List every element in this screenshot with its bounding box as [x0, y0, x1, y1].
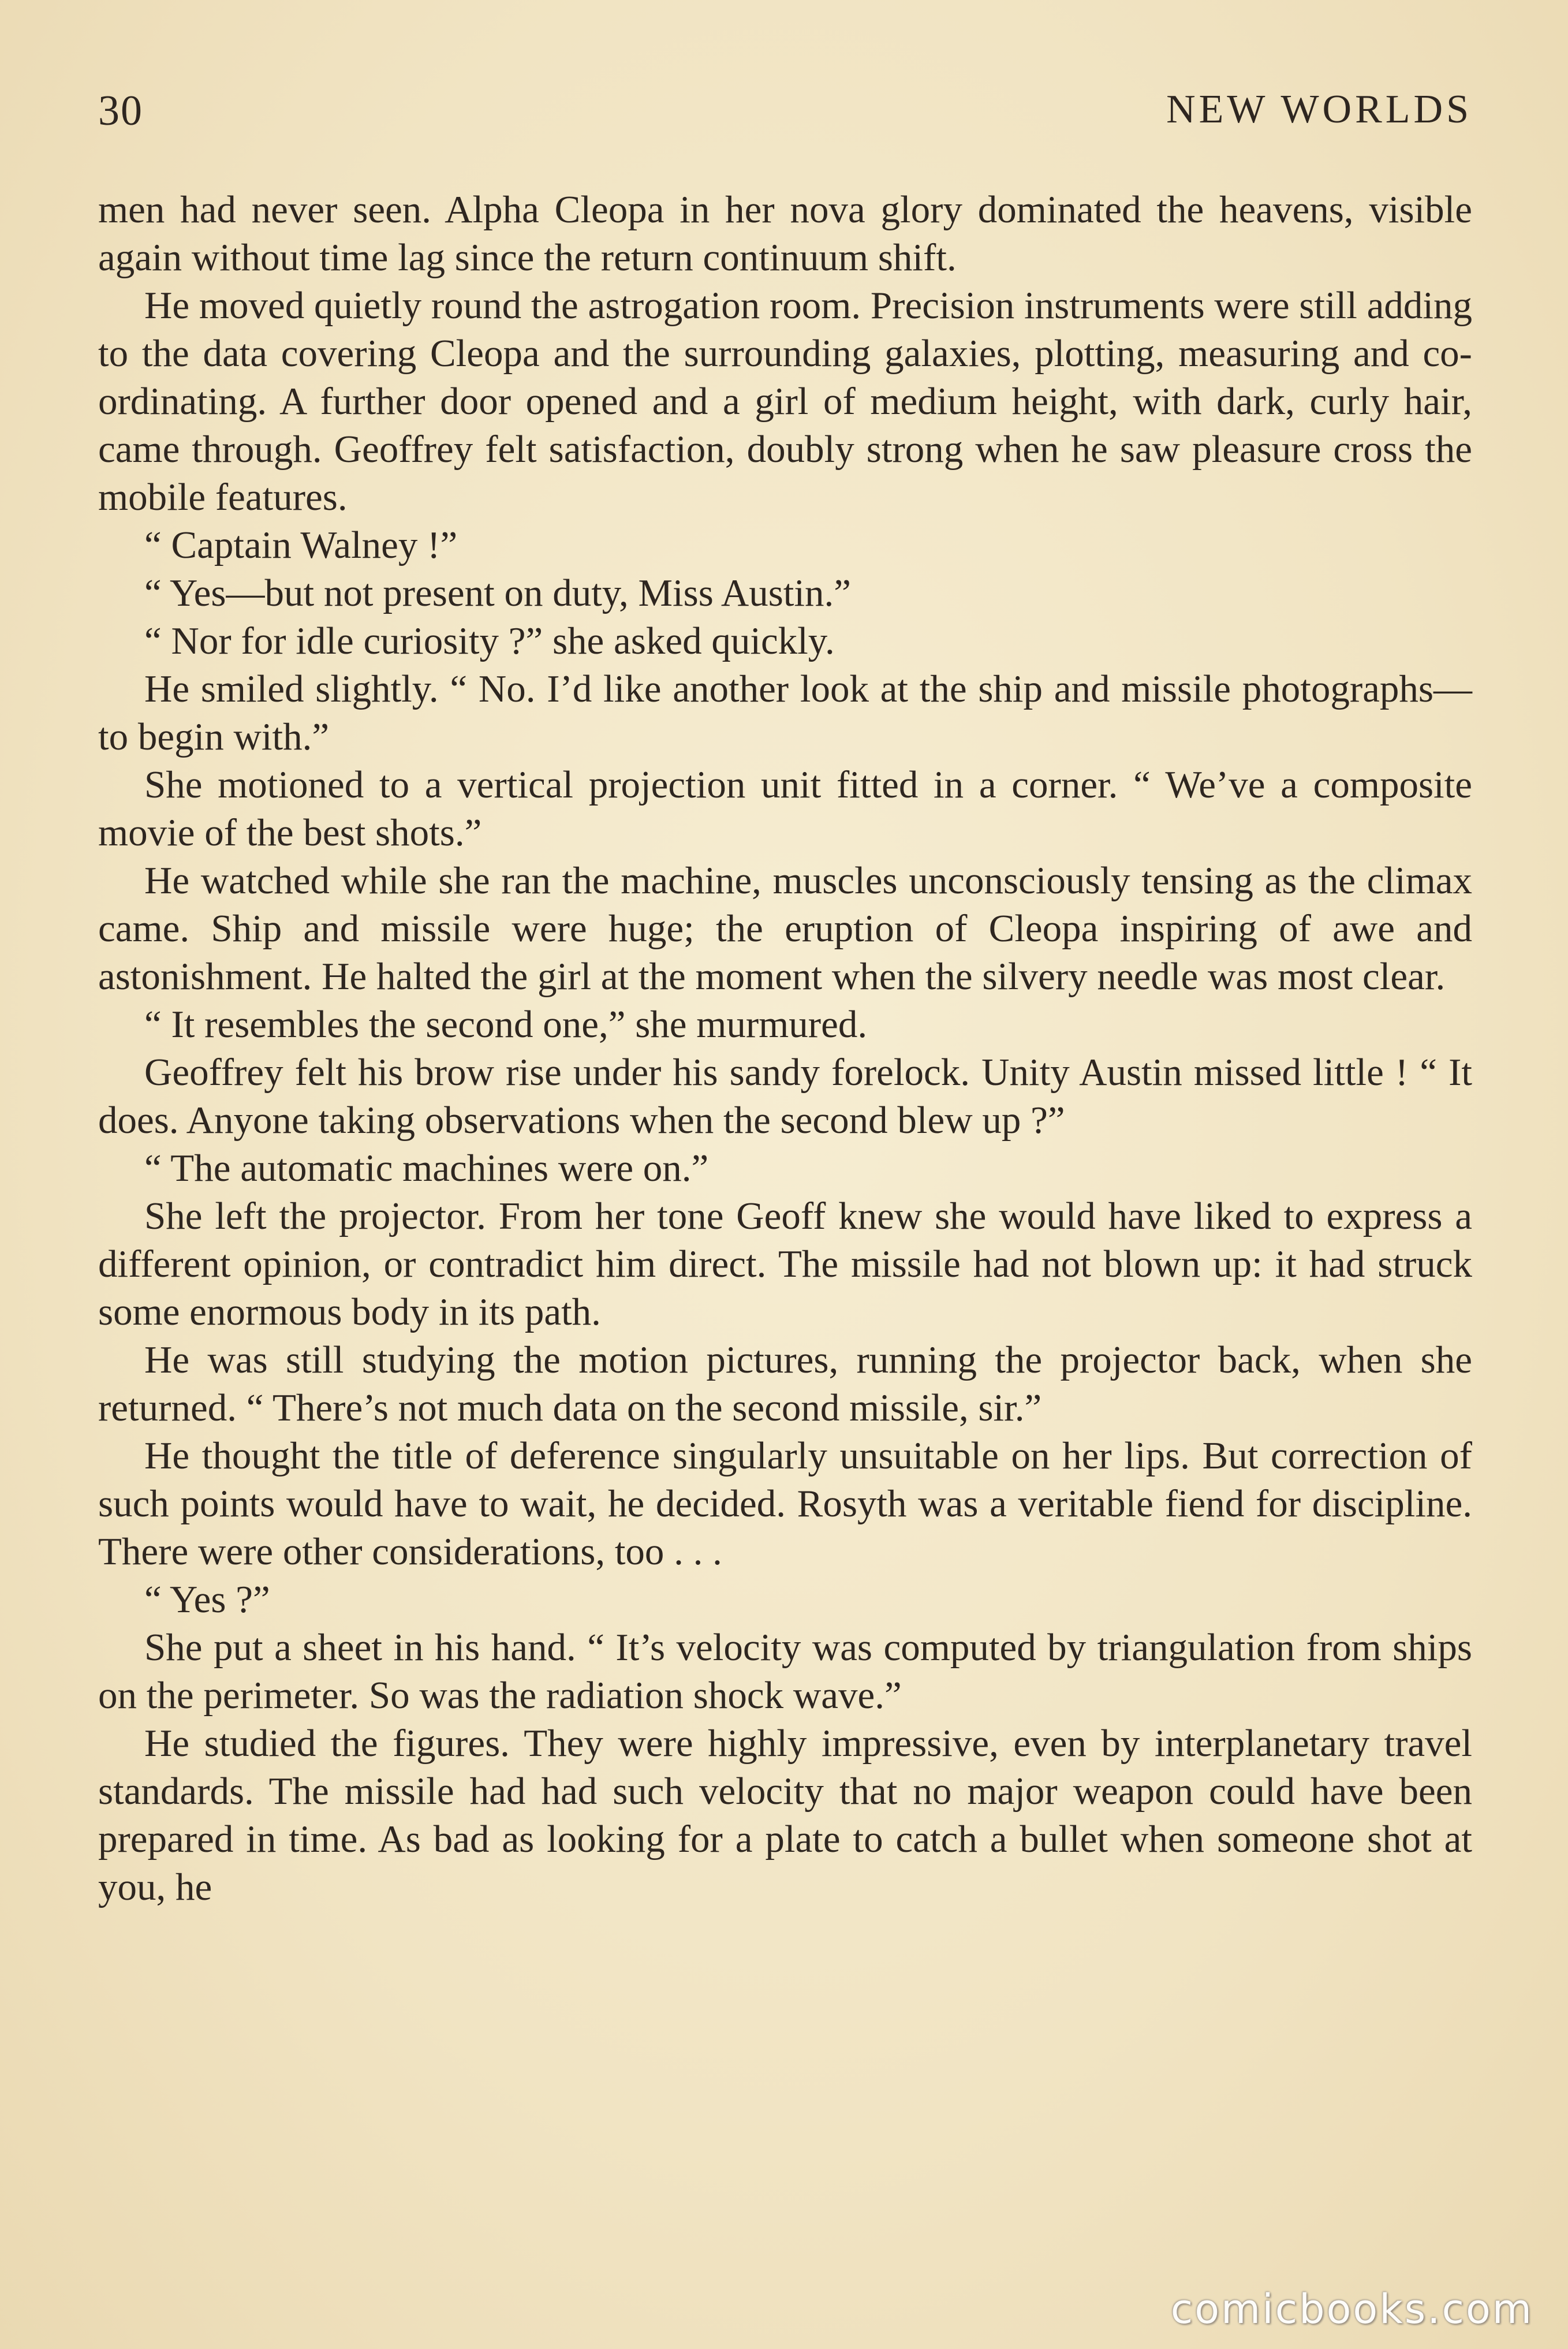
paragraph: She put a sheet in his hand. “ It’s velocity was computed by triangulation from ships on the perimeter. So was the radiation shock wave.” — [98, 1626, 1472, 1717]
paragraph: He moved quietly round the astrogation room. Precision instruments were still adding to the data covering Cleopa and the surrounding galaxies, plotting, measuring and co-ordinating. A further door opened and a girl of medium height, with dark, curly hair, came through. Geoffrey felt satisfaction, doubly strong when he saw pleasure cross the mobile features. — [98, 284, 1472, 519]
dialogue-paragraph: “ Yes ?” — [144, 1578, 270, 1621]
dialogue-paragraph: “ Nor for idle curiosity ?” she asked quickly. — [144, 620, 835, 662]
paragraph: men had never seen. Alpha Cleopa in her nova glory dominated the heavens, visible again without time lag since the return continuum shift. — [98, 188, 1472, 279]
paragraph: He was still studying the motion pictures, running the projector back, when she returned. “ There’s not much data on the second missile, sir.” — [98, 1338, 1472, 1429]
paragraph: She left the projector. From her tone Geoff knew she would have liked to express a different opinion, or contradict him direct. The missile had not blown up: it had struck some enormous body in its path. — [98, 1195, 1472, 1333]
paragraph: He studied the figures. They were highly impressive, even by interplanetary travel standards. The missile had had such velocity that no major weapon could have been prepared in time. As bad as looking for a plate to catch a bullet when someone shot at you, he — [98, 1722, 1472, 1908]
dialogue-paragraph: “ The automatic machines were on.” — [144, 1147, 709, 1190]
paragraph: Geoffrey felt his brow rise under his sandy forelock. Unity Austin missed little ! “ It does. Anyone taking observations when the second blew up ?” — [98, 1051, 1472, 1142]
watermark: comicbooks.com — [1170, 2285, 1533, 2333]
page-header — [98, 87, 1472, 144]
running-title: NEW WORLDS — [1166, 87, 1472, 132]
story-text — [98, 186, 1472, 1911]
page-number: 30 — [98, 87, 143, 135]
dialogue-paragraph: “ It resembles the second one,” she murmured. — [144, 1003, 868, 1046]
paragraph: He watched while she ran the machine, muscles unconsciously tensing as the climax came. Ship and missile were huge; the eruption of Cleopa inspiring of awe and astonishment. He halted the girl at the moment when the silvery needle was most clear. — [98, 859, 1472, 998]
paragraph: He thought the title of deference singularly unsuitable on her lips. But correction of such points would have to wait, he decided. Rosyth was a veritable fiend for discipline. There were other considerations, too . . . — [98, 1434, 1472, 1573]
paragraph: He smiled slightly. “ No. I’d like another look at the ship and missile photographs—to begin with.” — [98, 668, 1472, 758]
dialogue-paragraph: “ Captain Walney !” — [144, 524, 458, 566]
paragraph: She motioned to a vertical projection unit fitted in a corner. “ We’ve a composite movie of the best shots.” — [98, 763, 1472, 854]
dialogue-paragraph: “ Yes—but not present on duty, Miss Austin.” — [144, 572, 852, 614]
